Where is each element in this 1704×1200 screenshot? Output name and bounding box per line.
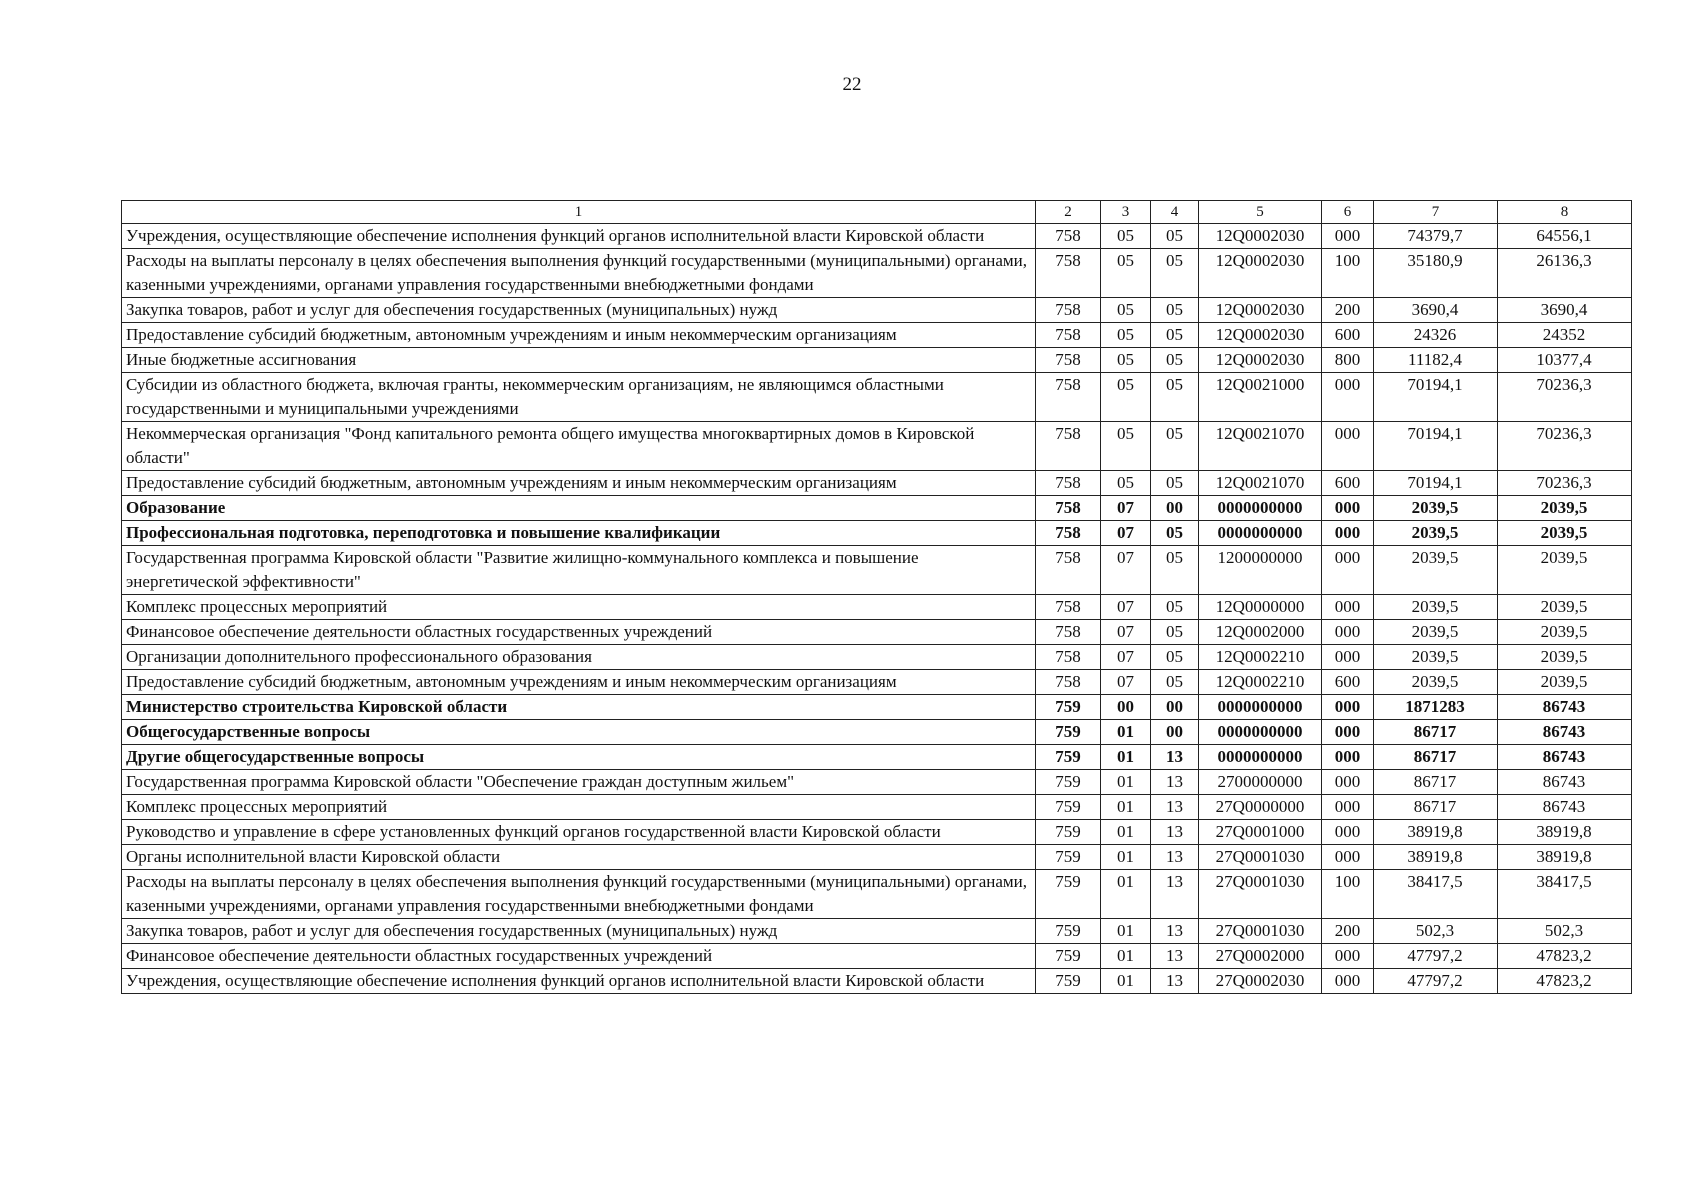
row-sum-year1-cell: 24326 — [1374, 323, 1498, 348]
row-sum-year1-cell: 3690,4 — [1374, 298, 1498, 323]
row-expense-type-cell: 600 — [1322, 323, 1374, 348]
row-sum-year1-cell: 70194,1 — [1374, 422, 1498, 471]
row-expense-type-cell: 100 — [1322, 249, 1374, 298]
row-name-cell: Расходы на выплаты персоналу в целях обеспечения выполнения функций государственными (муниципальными) органами, казенными учреждениями, органами управления государственными внебюджетными фондами — [122, 249, 1036, 298]
table-row — [122, 795, 1632, 820]
row-chapter-cell: 758 — [1036, 373, 1101, 422]
table-row — [122, 521, 1632, 546]
row-sum-year2-cell: 502,3 — [1498, 919, 1632, 944]
row-subsection-cell: 13 — [1151, 745, 1199, 770]
row-target-article-cell: 27Q0000000 — [1199, 795, 1322, 820]
row-target-article-cell: 27Q0002000 — [1199, 944, 1322, 969]
row-subsection-cell: 05 — [1151, 224, 1199, 249]
row-target-article-cell: 12Q0002030 — [1199, 224, 1322, 249]
row-section-cell: 05 — [1101, 298, 1151, 323]
table-body — [122, 224, 1632, 994]
row-name-cell: Закупка товаров, работ и услуг для обеспечения государственных (муниципальных) нужд — [122, 298, 1036, 323]
row-expense-type-cell: 000 — [1322, 373, 1374, 422]
row-subsection-cell: 13 — [1151, 870, 1199, 919]
row-name-cell: Государственная программа Кировской области "Развитие жилищно-коммунального комплекса и повышение энергетической эффективности" — [122, 546, 1036, 595]
row-subsection-cell: 13 — [1151, 919, 1199, 944]
row-section-cell: 07 — [1101, 645, 1151, 670]
row-expense-type-cell: 000 — [1322, 720, 1374, 745]
row-sum-year1-cell: 2039,5 — [1374, 546, 1498, 595]
row-target-article-cell: 1200000000 — [1199, 546, 1322, 595]
row-sum-year1-cell: 38417,5 — [1374, 870, 1498, 919]
row-sum-year1-cell: 70194,1 — [1374, 471, 1498, 496]
row-chapter-cell: 759 — [1036, 919, 1101, 944]
row-target-article-cell: 12Q0021000 — [1199, 373, 1322, 422]
row-name-cell: Руководство и управление в сфере установленных функций органов государственной власти Кировской области — [122, 820, 1036, 845]
row-chapter-cell: 759 — [1036, 795, 1101, 820]
row-expense-type-cell: 000 — [1322, 969, 1374, 994]
row-sum-year1-cell: 2039,5 — [1374, 595, 1498, 620]
row-subsection-cell: 05 — [1151, 645, 1199, 670]
row-sum-year1-cell: 47797,2 — [1374, 969, 1498, 994]
row-target-article-cell: 12Q0002000 — [1199, 620, 1322, 645]
row-sum-year2-cell: 70236,3 — [1498, 422, 1632, 471]
row-subsection-cell: 05 — [1151, 546, 1199, 595]
row-section-cell: 01 — [1101, 919, 1151, 944]
table-row — [122, 919, 1632, 944]
row-expense-type-cell: 000 — [1322, 496, 1374, 521]
row-expense-type-cell: 200 — [1322, 298, 1374, 323]
row-sum-year1-cell: 2039,5 — [1374, 521, 1498, 546]
row-chapter-cell: 759 — [1036, 720, 1101, 745]
row-sum-year1-cell: 86717 — [1374, 745, 1498, 770]
row-name-cell: Некоммерческая организация "Фонд капитального ремонта общего имущества многоквартирных домов в Кировской области" — [122, 422, 1036, 471]
row-chapter-cell: 758 — [1036, 298, 1101, 323]
table-row — [122, 670, 1632, 695]
row-name-cell: Иные бюджетные ассигнования — [122, 348, 1036, 373]
row-target-article-cell: 0000000000 — [1199, 720, 1322, 745]
table-row — [122, 224, 1632, 249]
page-number: 22 — [842, 74, 862, 95]
row-expense-type-cell: 000 — [1322, 695, 1374, 720]
budget-table — [121, 200, 1632, 994]
table-row — [122, 820, 1632, 845]
row-chapter-cell: 758 — [1036, 323, 1101, 348]
row-target-article-cell: 0000000000 — [1199, 695, 1322, 720]
row-subsection-cell: 05 — [1151, 373, 1199, 422]
row-name-cell: Предоставление субсидий бюджетным, автономным учреждениям и иным некоммерческим организациям — [122, 670, 1036, 695]
table-row — [122, 944, 1632, 969]
table-row — [122, 845, 1632, 870]
row-chapter-cell: 758 — [1036, 670, 1101, 695]
row-section-cell: 05 — [1101, 323, 1151, 348]
row-sum-year1-cell: 2039,5 — [1374, 496, 1498, 521]
row-section-cell: 01 — [1101, 745, 1151, 770]
row-name-cell: Комплекс процессных мероприятий — [122, 595, 1036, 620]
row-target-article-cell: 27Q0002030 — [1199, 969, 1322, 994]
table-row — [122, 373, 1632, 422]
row-target-article-cell: 27Q0001000 — [1199, 820, 1322, 845]
row-name-cell: Государственная программа Кировской области "Обеспечение граждан доступным жильем" — [122, 770, 1036, 795]
row-name-cell: Образование — [122, 496, 1036, 521]
row-sum-year2-cell: 2039,5 — [1498, 546, 1632, 595]
row-section-cell: 01 — [1101, 795, 1151, 820]
row-target-article-cell: 27Q0001030 — [1199, 845, 1322, 870]
row-chapter-cell: 758 — [1036, 595, 1101, 620]
row-target-article-cell: 2700000000 — [1199, 770, 1322, 795]
row-expense-type-cell: 000 — [1322, 546, 1374, 595]
row-chapter-cell: 759 — [1036, 745, 1101, 770]
row-chapter-cell: 759 — [1036, 944, 1101, 969]
row-section-cell: 01 — [1101, 969, 1151, 994]
row-sum-year2-cell: 86743 — [1498, 695, 1632, 720]
row-target-article-cell: 12Q0002030 — [1199, 348, 1322, 373]
row-expense-type-cell: 000 — [1322, 595, 1374, 620]
row-sum-year1-cell: 86717 — [1374, 795, 1498, 820]
row-chapter-cell: 758 — [1036, 471, 1101, 496]
row-sum-year1-cell: 502,3 — [1374, 919, 1498, 944]
row-target-article-cell: 12Q0021070 — [1199, 422, 1322, 471]
row-chapter-cell: 758 — [1036, 348, 1101, 373]
row-section-cell: 05 — [1101, 348, 1151, 373]
row-name-cell: Предоставление субсидий бюджетным, автономным учреждениям и иным некоммерческим организациям — [122, 323, 1036, 348]
row-sum-year2-cell: 64556,1 — [1498, 224, 1632, 249]
row-section-cell: 07 — [1101, 620, 1151, 645]
row-expense-type-cell: 000 — [1322, 795, 1374, 820]
row-section-cell: 07 — [1101, 521, 1151, 546]
row-target-article-cell: 12Q0021070 — [1199, 471, 1322, 496]
row-name-cell: Учреждения, осуществляющие обеспечение исполнения функций органов исполнительной власти Кировской области — [122, 224, 1036, 249]
header-cell-5: 5 — [1199, 201, 1322, 224]
row-sum-year2-cell: 70236,3 — [1498, 471, 1632, 496]
row-subsection-cell: 05 — [1151, 323, 1199, 348]
row-expense-type-cell: 000 — [1322, 745, 1374, 770]
row-subsection-cell: 05 — [1151, 521, 1199, 546]
row-name-cell: Финансовое обеспечение деятельности областных государственных учреждений — [122, 944, 1036, 969]
table-row — [122, 969, 1632, 994]
row-subsection-cell: 05 — [1151, 422, 1199, 471]
row-section-cell: 05 — [1101, 373, 1151, 422]
row-target-article-cell: 12Q0002030 — [1199, 323, 1322, 348]
row-target-article-cell: 27Q0001030 — [1199, 919, 1322, 944]
row-subsection-cell: 00 — [1151, 496, 1199, 521]
row-name-cell: Министерство строительства Кировской области — [122, 695, 1036, 720]
row-expense-type-cell: 600 — [1322, 471, 1374, 496]
row-sum-year1-cell: 70194,1 — [1374, 373, 1498, 422]
table-row — [122, 496, 1632, 521]
row-expense-type-cell: 600 — [1322, 670, 1374, 695]
row-chapter-cell: 758 — [1036, 496, 1101, 521]
row-expense-type-cell: 000 — [1322, 422, 1374, 471]
row-name-cell: Финансовое обеспечение деятельности областных государственных учреждений — [122, 620, 1036, 645]
row-name-cell: Другие общегосударственные вопросы — [122, 745, 1036, 770]
row-target-article-cell: 27Q0001030 — [1199, 870, 1322, 919]
row-name-cell: Расходы на выплаты персоналу в целях обеспечения выполнения функций государственными (муниципальными) органами, казенными учреждениями, органами управления государственными внебюджетными фондами — [122, 870, 1036, 919]
row-target-article-cell: 0000000000 — [1199, 745, 1322, 770]
row-section-cell: 01 — [1101, 845, 1151, 870]
row-name-cell: Субсидии из областного бюджета, включая гранты, некоммерческим организациям, не являющимся областными государственными и муниципальными учреждениями — [122, 373, 1036, 422]
row-expense-type-cell: 800 — [1322, 348, 1374, 373]
row-target-article-cell: 0000000000 — [1199, 521, 1322, 546]
header-row — [122, 201, 1632, 224]
header-cell-2: 2 — [1036, 201, 1101, 224]
row-expense-type-cell: 100 — [1322, 870, 1374, 919]
row-section-cell: 05 — [1101, 422, 1151, 471]
row-chapter-cell: 759 — [1036, 770, 1101, 795]
table-row — [122, 770, 1632, 795]
row-subsection-cell: 00 — [1151, 720, 1199, 745]
table-row — [122, 870, 1632, 919]
row-sum-year1-cell: 38919,8 — [1374, 820, 1498, 845]
row-expense-type-cell: 000 — [1322, 820, 1374, 845]
row-sum-year2-cell: 2039,5 — [1498, 645, 1632, 670]
header-cell-7: 7 — [1374, 201, 1498, 224]
header-cell-3: 3 — [1101, 201, 1151, 224]
row-target-article-cell: 12Q0002210 — [1199, 670, 1322, 695]
row-chapter-cell: 758 — [1036, 546, 1101, 595]
row-sum-year2-cell: 10377,4 — [1498, 348, 1632, 373]
row-expense-type-cell: 000 — [1322, 944, 1374, 969]
row-subsection-cell: 05 — [1151, 620, 1199, 645]
row-sum-year2-cell: 26136,3 — [1498, 249, 1632, 298]
row-section-cell: 05 — [1101, 224, 1151, 249]
row-name-cell: Предоставление субсидий бюджетным, автономным учреждениям и иным некоммерческим организациям — [122, 471, 1036, 496]
row-chapter-cell: 758 — [1036, 645, 1101, 670]
row-sum-year2-cell: 47823,2 — [1498, 944, 1632, 969]
row-chapter-cell: 759 — [1036, 969, 1101, 994]
row-name-cell: Общегосударственные вопросы — [122, 720, 1036, 745]
row-name-cell: Учреждения, осуществляющие обеспечение исполнения функций органов исполнительной власти Кировской области — [122, 969, 1036, 994]
row-subsection-cell: 05 — [1151, 670, 1199, 695]
row-subsection-cell: 13 — [1151, 845, 1199, 870]
row-sum-year1-cell: 38919,8 — [1374, 845, 1498, 870]
row-name-cell: Организации дополнительного профессионального образования — [122, 645, 1036, 670]
row-name-cell: Закупка товаров, работ и услуг для обеспечения государственных (муниципальных) нужд — [122, 919, 1036, 944]
row-sum-year1-cell: 86717 — [1374, 720, 1498, 745]
row-target-article-cell: 0000000000 — [1199, 496, 1322, 521]
row-expense-type-cell: 000 — [1322, 620, 1374, 645]
row-sum-year2-cell: 38417,5 — [1498, 870, 1632, 919]
row-expense-type-cell: 000 — [1322, 645, 1374, 670]
row-chapter-cell: 758 — [1036, 224, 1101, 249]
row-sum-year2-cell: 86743 — [1498, 795, 1632, 820]
row-target-article-cell: 12Q0002030 — [1199, 249, 1322, 298]
table-row — [122, 323, 1632, 348]
table-row — [122, 249, 1632, 298]
table-row — [122, 471, 1632, 496]
row-target-article-cell: 12Q0000000 — [1199, 595, 1322, 620]
row-section-cell: 01 — [1101, 720, 1151, 745]
table-row — [122, 695, 1632, 720]
row-chapter-cell: 758 — [1036, 620, 1101, 645]
row-sum-year1-cell: 47797,2 — [1374, 944, 1498, 969]
row-sum-year2-cell: 70236,3 — [1498, 373, 1632, 422]
row-subsection-cell: 00 — [1151, 695, 1199, 720]
row-sum-year1-cell: 35180,9 — [1374, 249, 1498, 298]
row-name-cell: Органы исполнительной власти Кировской области — [122, 845, 1036, 870]
row-chapter-cell: 759 — [1036, 820, 1101, 845]
table-row — [122, 546, 1632, 595]
header-cell-1: 1 — [122, 201, 1036, 224]
row-section-cell: 07 — [1101, 595, 1151, 620]
row-sum-year2-cell: 2039,5 — [1498, 496, 1632, 521]
row-section-cell: 01 — [1101, 770, 1151, 795]
row-name-cell: Комплекс процессных мероприятий — [122, 795, 1036, 820]
row-sum-year2-cell: 86743 — [1498, 770, 1632, 795]
row-chapter-cell: 758 — [1036, 521, 1101, 546]
row-section-cell: 01 — [1101, 870, 1151, 919]
row-expense-type-cell: 200 — [1322, 919, 1374, 944]
row-sum-year1-cell: 2039,5 — [1374, 620, 1498, 645]
row-section-cell: 07 — [1101, 496, 1151, 521]
row-target-article-cell: 12Q0002210 — [1199, 645, 1322, 670]
row-expense-type-cell: 000 — [1322, 770, 1374, 795]
row-sum-year1-cell: 11182,4 — [1374, 348, 1498, 373]
row-expense-type-cell: 000 — [1322, 845, 1374, 870]
row-sum-year2-cell: 2039,5 — [1498, 595, 1632, 620]
row-chapter-cell: 759 — [1036, 870, 1101, 919]
row-section-cell: 01 — [1101, 820, 1151, 845]
row-target-article-cell: 12Q0002030 — [1199, 298, 1322, 323]
table-row — [122, 595, 1632, 620]
row-sum-year2-cell: 38919,8 — [1498, 845, 1632, 870]
row-chapter-cell: 759 — [1036, 695, 1101, 720]
row-expense-type-cell: 000 — [1322, 224, 1374, 249]
row-subsection-cell: 13 — [1151, 795, 1199, 820]
row-name-cell: Профессиональная подготовка, переподготовка и повышение квалификации — [122, 521, 1036, 546]
row-sum-year2-cell: 86743 — [1498, 745, 1632, 770]
row-sum-year2-cell: 47823,2 — [1498, 969, 1632, 994]
row-section-cell: 05 — [1101, 249, 1151, 298]
row-subsection-cell: 13 — [1151, 770, 1199, 795]
row-chapter-cell: 758 — [1036, 249, 1101, 298]
row-section-cell: 07 — [1101, 546, 1151, 595]
row-sum-year1-cell: 2039,5 — [1374, 645, 1498, 670]
table-row — [122, 422, 1632, 471]
row-subsection-cell: 13 — [1151, 969, 1199, 994]
row-sum-year2-cell: 3690,4 — [1498, 298, 1632, 323]
row-subsection-cell: 13 — [1151, 820, 1199, 845]
row-sum-year2-cell: 86743 — [1498, 720, 1632, 745]
row-subsection-cell: 05 — [1151, 471, 1199, 496]
header-cell-6: 6 — [1322, 201, 1374, 224]
row-section-cell: 07 — [1101, 670, 1151, 695]
row-section-cell: 05 — [1101, 471, 1151, 496]
row-subsection-cell: 05 — [1151, 348, 1199, 373]
row-subsection-cell: 13 — [1151, 944, 1199, 969]
table-row — [122, 298, 1632, 323]
row-sum-year2-cell: 24352 — [1498, 323, 1632, 348]
row-subsection-cell: 05 — [1151, 595, 1199, 620]
row-section-cell: 00 — [1101, 695, 1151, 720]
row-sum-year2-cell: 2039,5 — [1498, 521, 1632, 546]
row-sum-year1-cell: 2039,5 — [1374, 670, 1498, 695]
row-sum-year2-cell: 2039,5 — [1498, 670, 1632, 695]
row-sum-year1-cell: 74379,7 — [1374, 224, 1498, 249]
table-row — [122, 348, 1632, 373]
table-row — [122, 645, 1632, 670]
table-row — [122, 745, 1632, 770]
row-subsection-cell: 05 — [1151, 249, 1199, 298]
header-cell-8: 8 — [1498, 201, 1632, 224]
row-sum-year1-cell: 1871283 — [1374, 695, 1498, 720]
header-cell-4: 4 — [1151, 201, 1199, 224]
table-row — [122, 720, 1632, 745]
row-sum-year1-cell: 86717 — [1374, 770, 1498, 795]
row-sum-year2-cell: 38919,8 — [1498, 820, 1632, 845]
table-row — [122, 620, 1632, 645]
row-chapter-cell: 758 — [1036, 422, 1101, 471]
row-subsection-cell: 05 — [1151, 298, 1199, 323]
row-chapter-cell: 759 — [1036, 845, 1101, 870]
row-section-cell: 01 — [1101, 944, 1151, 969]
row-expense-type-cell: 000 — [1322, 521, 1374, 546]
row-sum-year2-cell: 2039,5 — [1498, 620, 1632, 645]
